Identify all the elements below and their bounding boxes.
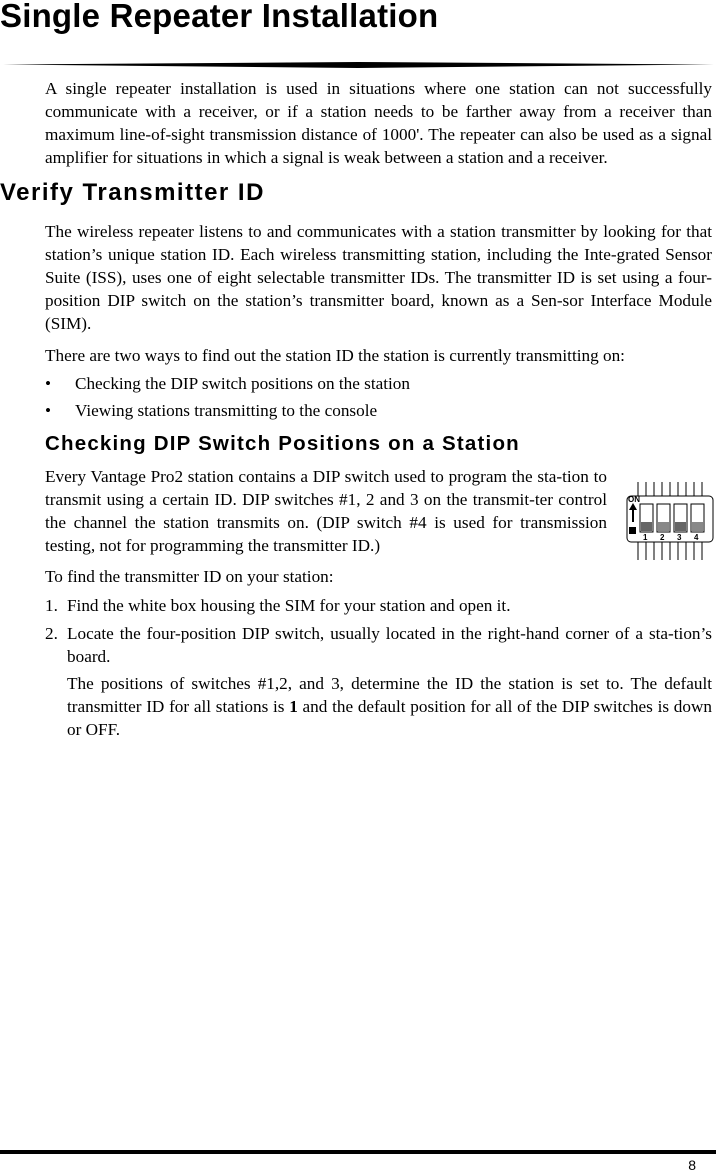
dip-switch-label-4: 4 [694, 533, 699, 542]
step-text: Locate the four-position DIP switch, usually located in the right-hand corner of a sta-tion’s board. [67, 624, 712, 666]
intro-paragraph: A single repeater installation is used in situations where one station can not successfully communicate with a receiver, or if a station needs to be farther away from a receiver than maximum line-of-sight transmission distance of 1000'. The repeater can also be used as a signal amplifier for situations in which a signal is weak between a station and a receiver. [45, 79, 712, 167]
dip-switch-label-2: 2 [660, 533, 665, 542]
note-text: The positions of switches #1,2, and 3, determine the ID the station is set to. The default transmitter ID for all stations is [67, 674, 712, 716]
list-item [45, 594, 712, 617]
dip-switch-label-1: 1 [643, 533, 648, 542]
dip-intro-paragraph: Every Vantage Pro2 station contains a DIP switch used to program the sta-tion to transmit using a certain ID. DIP switches #1, 2 and 3 on the transmit-ter control the channel the station transmits on. (DIP switch #4 is used for transmission testing, not for programming the transmitter ID.) [45, 467, 607, 555]
list-item [45, 622, 712, 668]
section-heading: Verify Transmitter ID [0, 179, 265, 206]
default-id-value: 1 [289, 697, 298, 716]
dip-switch-label-3: 3 [677, 533, 682, 542]
ways-paragraph: There are two ways to find out the station ID the station is currently transmitting on: [45, 346, 625, 365]
list-item-text: Viewing stations transmitting to the console [75, 401, 378, 420]
dip-on-label: ON [628, 495, 640, 504]
step-number: 2. [45, 624, 58, 643]
step-text: Find the white box housing the SIM for your station and open it. [67, 596, 511, 615]
note-text-end: and the default position for all of the DIP switches is down or OFF. [67, 697, 712, 739]
default-id-note [67, 672, 712, 741]
bullet-marker: • [45, 374, 52, 393]
bullet-marker: • [45, 401, 52, 420]
list-item-text: Checking the DIP switch positions on the station [75, 374, 410, 393]
step-number: 1. [45, 596, 58, 615]
transmitter-id-paragraph: The wireless repeater listens to and communicates with a station transmitter by looking for that station’s unique station ID. Each wireless transmitting station, including the Inte-grated Sensor Suite (ISS), uses one of eight selectable transmitter IDs. The transmitter ID is set using a four-position DIP switch on the station’s transmitter board, known as a Sen-sor Interface Module (SIM). [45, 222, 712, 333]
page-number: 8 [688, 1157, 696, 1173]
subsection-heading: Checking DIP Switch Positions on a Station [45, 432, 520, 455]
title-underline [3, 62, 714, 68]
dip-switch-illustration [624, 480, 716, 562]
find-id-paragraph: To find the transmitter ID on your station: [45, 567, 334, 586]
footer-rule [0, 1150, 716, 1154]
page-title: Single Repeater Installation [0, 0, 439, 34]
